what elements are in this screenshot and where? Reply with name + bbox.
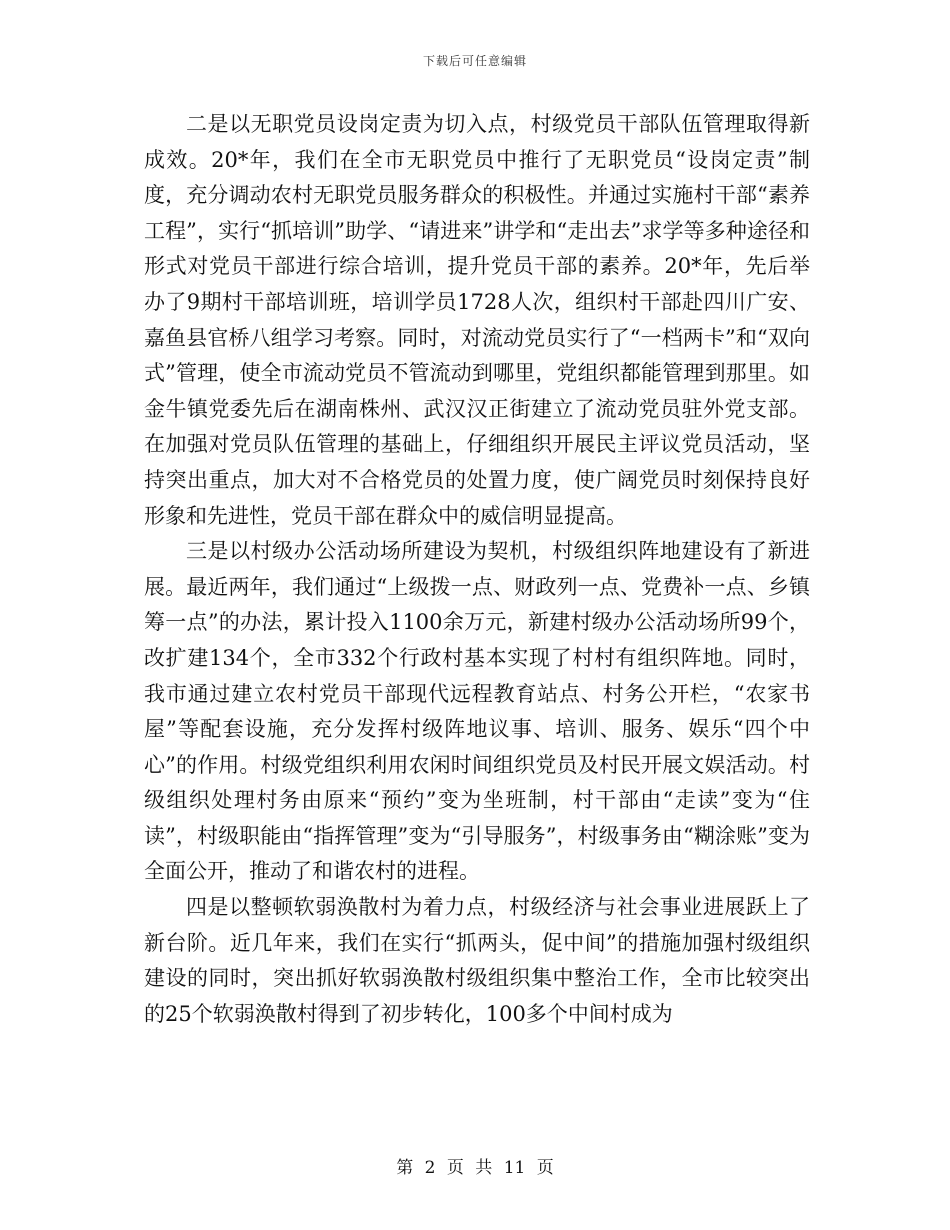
document-body xyxy=(144,107,810,1032)
paragraph-3: 三是以村级办公活动场所建设为契机，村级组织阵地建设有了新进展。最近两年，我们通过“上级拨一点、财政列一点、党费补一点、乡镇筹一点”的办法，累计投入1100余万元，新建村级办公活动场所99个，改扩建134个，全市332个行政村基本实现了村村有组织阵地。同时，我市通过建立农村党员干部现代远程教育站点、村务公开栏，“农家书屋”等配套设施，充分发挥村级阵地议事、培训、服务、娱乐“四个中心”的作用。村级党组织利用农闲时间组织党员及村民开展文娱活动。村级组织处理村务由原来“预约”变为坐班制，村干部由“走读”变为“住读”，村级职能由“指挥管理”变为“引导服务”，村级事务由“糊涂账”变为全面公开，推动了和谐农村的进程。 xyxy=(144,539,810,884)
paragraph-4: 四是以整顿软弱涣散村为着力点，村级经济与社会事业进展跃上了新台阶。近几年来，我们在实行“抓两头，促中间”的措施加强村级组织建设的同时，突出抓好软弱涣散村级组织集中整治工作，全市比较突出的25个软弱涣散村得到了初步转化，100多个中间村成为 xyxy=(144,895,810,1026)
page-header-note: 下载后可任意编辑 xyxy=(422,54,527,68)
paragraph-2: 二是以无职党员设岗定责为切入点，村级党员干部队伍管理取得新成效。20*年，我们在全市无职党员中推行了无职党员“设岗定责”制度，充分调动农村无职党员服务群众的积极性。并通过实施村干部“素养工程”，实行“抓培训”助学、“请进来”讲学和“走出去”求学等多种途径和形式对党员干部进行综合培训，提升党员干部的素养。20*年，先后举办了9期村干部培训班，培训学员1728人次，组织村干部赴四川广安、嘉鱼县官桥八组学习考察。同时，对流动党员实行了“一档两卡”和“双向式”管理，使全市流动党员不管流动到哪里，党组织都能管理到那里。如金牛镇党委先后在湖南株州、武汉汉正街建立了流动党员驻外党支部。在加强对党员队伍管理的基础上，仔细组织开展民主评议党员活动，坚持突出重点，加大对不合格党员的处置力度，使广阔党员时刻保持良好形象和先进性，党员干部在群众中的威信明显提高。 xyxy=(144,112,810,528)
page-number: 第 2 页 共 11 页 xyxy=(396,1158,554,1178)
